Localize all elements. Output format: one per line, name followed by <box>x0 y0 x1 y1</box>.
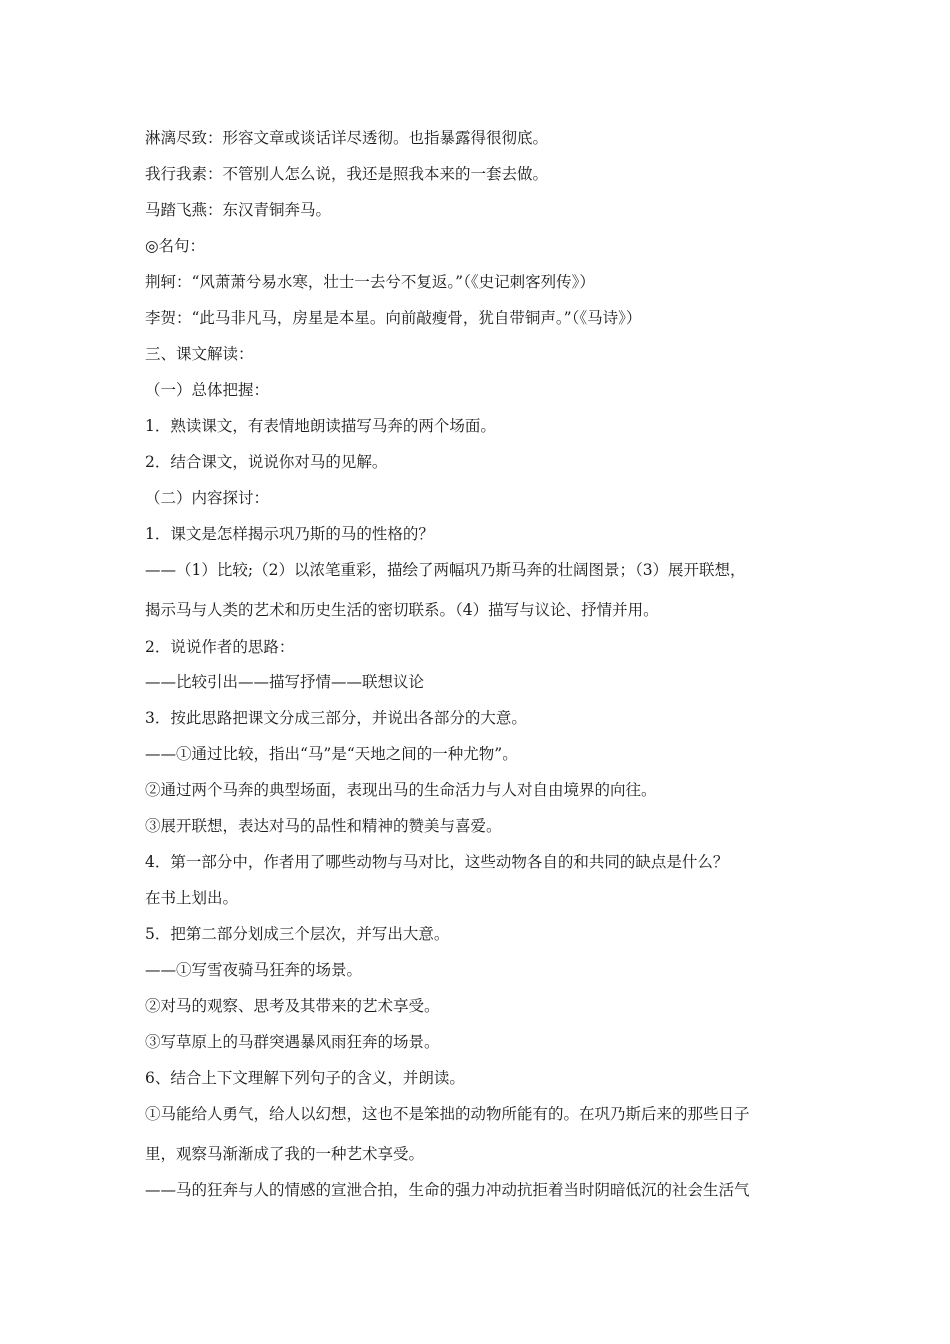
text-line: ——（1）比较;（2）以浓笔重彩，描绘了两幅巩乃斯马奔的壮阔图景；（3）展开联想， <box>145 561 746 579</box>
text-line: 荆轲：“风萧萧兮易水寒，壮士一去兮不复返。”（《史记刺客列传》） <box>145 273 595 291</box>
text-line: 马踏飞燕：东汉青铜奔马。 <box>145 201 332 219</box>
text-line: ——①通过比较，指出“马”是“天地之间的一种尤物”。 <box>145 745 518 763</box>
text-line: 2．结合课文，说说你对马的见解。 <box>145 453 388 471</box>
text-line: ——比较引出——描写抒情——联想议论 <box>145 673 425 691</box>
text-line: 在书上划出。 <box>145 889 239 907</box>
text-line: ——①写雪夜骑马狂奔的场景。 <box>145 961 363 979</box>
text-line: 6、结合上下文理解下列句子的含义，并朗读。 <box>145 1069 465 1087</box>
text-line: 里，观察马渐渐成了我的一种艺术享受。 <box>145 1145 425 1163</box>
text-line: 李贺：“此马非凡马，房星是本星。向前敲瘦骨，犹自带铜声。”（《马诗》） <box>145 309 642 327</box>
text-line: ②对马的观察、思考及其带来的艺术享受。 <box>145 997 440 1015</box>
text-line: 1．课文是怎样揭示巩乃斯的马的性格的？ <box>145 525 434 543</box>
text-line: ③写草原上的马群突遇暴风雨狂奔的场景。 <box>145 1033 440 1051</box>
text-line: （二）内容探讨： <box>145 489 270 507</box>
text-line: ◎名句： <box>145 237 206 255</box>
text-line: 我行我素：不管别人怎么说，我还是照我本来的一套去做。 <box>145 165 549 183</box>
text-line: （一）总体把握： <box>145 381 270 399</box>
text-line: ③展开联想，表达对马的品性和精神的赞美与喜爱。 <box>145 817 502 835</box>
text-line: 2．说说作者的思路： <box>145 638 295 656</box>
text-line: 淋漓尽致：形容文章或谈话详尽透彻。也指暴露得很彻底。 <box>145 129 549 147</box>
text-line: ②通过两个马奔的典型场面，表现出马的生命活力与人对自由境界的向往。 <box>145 781 657 799</box>
text-line: 5．把第二部分划成三个层次，并写出大意。 <box>145 925 450 943</box>
text-line: ①马能给人勇气，给人以幻想，这也不是笨拙的动物所能有的。在巩乃斯后来的那些日子 <box>145 1105 750 1123</box>
text-line: 1．熟读课文，有表情地朗读描写马奔的两个场面。 <box>145 417 496 435</box>
text-line: 揭示马与人类的艺术和历史生活的密切联系。（4）描写与议论、抒情并用。 <box>145 601 659 619</box>
text-line: 3．按此思路把课文分成三部分，并说出各部分的大意。 <box>145 709 527 727</box>
text-line: 4．第一部分中，作者用了哪些动物与马对比，这些动物各自的和共同的缺点是什么？ <box>145 853 729 871</box>
text-line: ——马的狂奔与人的情感的宣泄合拍，生命的强力冲动抗拒着当时阴暗低沉的社会生活气 <box>145 1181 750 1199</box>
text-line: 三、课文解读： <box>145 345 254 363</box>
